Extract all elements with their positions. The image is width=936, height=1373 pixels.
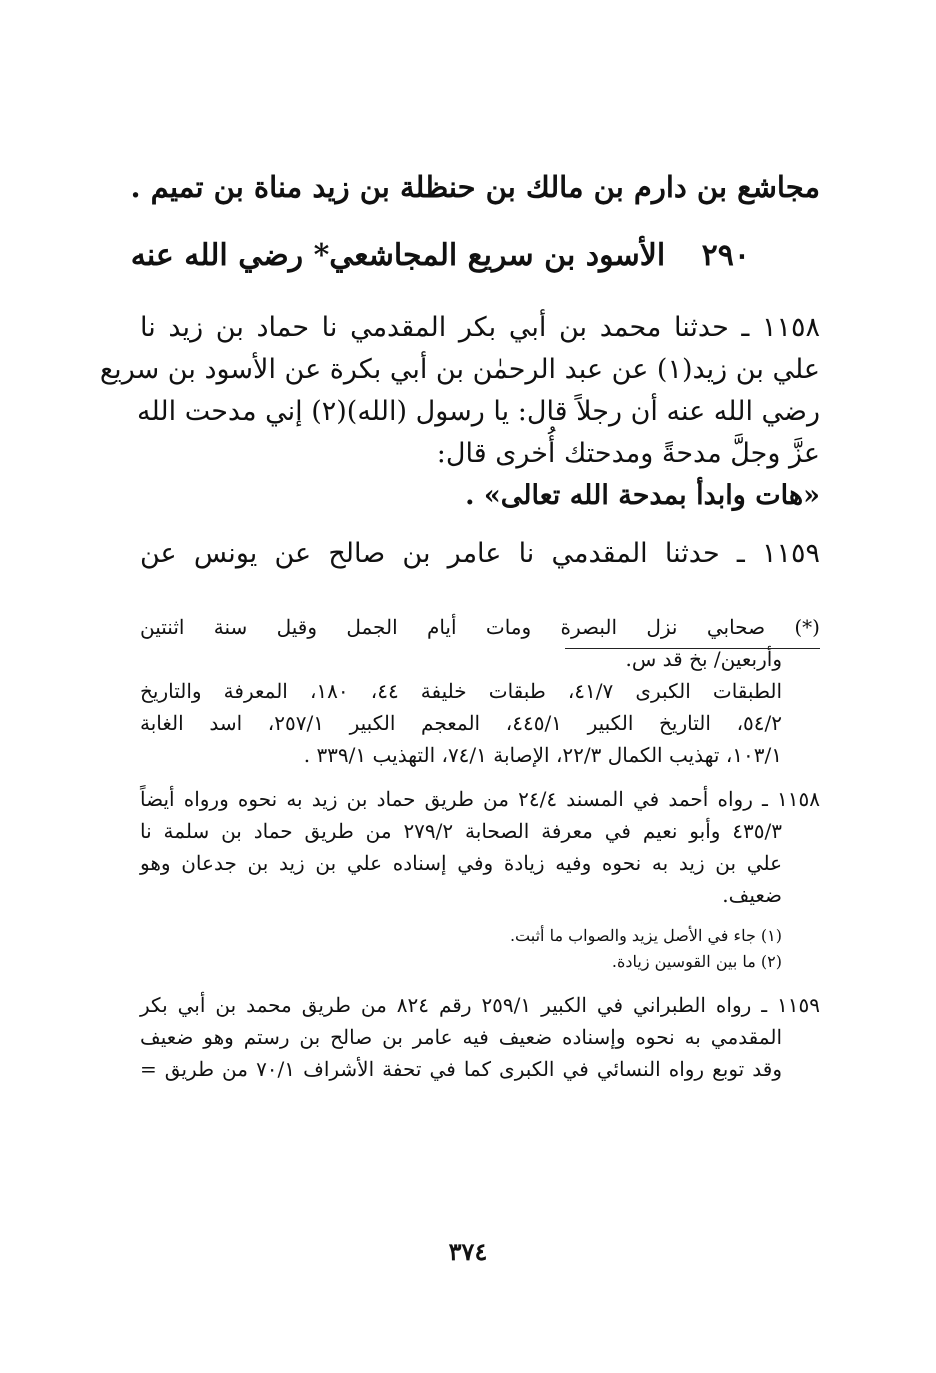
footnote-line: الطبقات الكبرى ٤١/٧، طبقات خليفة ٤٤، ١٨٠، المعرفة والتاريخ	[140, 679, 783, 703]
footnote-line: وقد توبع رواه النسائي في الكبرى كما في تحفة الأشراف ٧٠/١ من طريق =	[140, 1057, 783, 1081]
footnote-line: ١١٥٨ ـ رواه أحمد في المسند ٢٤/٤ من طريق حماد بن زيد به نحوه ورواه أيضاً	[140, 787, 820, 811]
footnotes	[140, 611, 820, 1085]
footnote-star	[140, 611, 820, 771]
hadith-line: علي بن زيد(١) عن عبد الرحمٰن بن أبي بكرة عن الأسود بن سريع	[99, 354, 820, 385]
page-content	[99, 170, 820, 1085]
footnote-line: ٤٣٥/٣ وأبو نعيم في معرفة الصحابة ٢٧٩/٢ من طريق حماد بن سلمة نا	[140, 819, 782, 843]
hadith-quote: «هات وابدأ بمدحة الله تعالى» .	[465, 480, 820, 511]
footnote-1158	[140, 783, 820, 911]
footnote-line: علي بن زيد به نحوه وفيه زيادة وفي إسناده علي بن زيد بن جدعان وهو	[140, 851, 782, 875]
editor-note: (٢) ما بين القوسين زيادة.	[611, 952, 782, 971]
lineage-line: مجاشع بن دارم بن مالك بن حنظلة بن زيد مناة بن تميم .	[130, 170, 820, 204]
footnote-line: (*) صحابي نزل البصرة ومات أيام الجمل وقيل سنة اثنتين	[140, 615, 820, 639]
footnote-line: ١١٥٩ ـ رواه الطبراني في الكبير ٢٥٩/١ رقم ٨٢٤ من طريق محمد بن أبي بكر	[140, 993, 820, 1017]
footnote-line: ضعيف.	[722, 883, 782, 907]
entry-heading	[130, 238, 820, 273]
hadith-line: رضي الله عنه أن رجلاً قال: يا رسول (الله)(٢) إني مدحت الله	[136, 396, 820, 427]
page-number: ٣٧٤	[448, 1237, 488, 1266]
editor-note: (١) جاء في الأصل يزيد والصواب ما أثبت.	[509, 926, 782, 945]
hadith-1158	[99, 307, 820, 575]
hadith-line: عزَّ وجلَّ مدحةً ومدحتك أُخرى قال:	[436, 438, 820, 469]
footnote-line: ١٠٣/١، تهذيب الكمال ٢٢/٣، الإصابة ٧٤/١، التهذيب ٣٣٩/١ .	[303, 743, 782, 767]
entry-number: ٢٩٠	[701, 238, 750, 273]
hadith-line: ١١٥٨ ـ حدثنا محمد بن أبي بكر المقدمي نا حماد بن زيد نا	[140, 312, 820, 343]
footnote-line: وأربعين/ بخ قد س.	[625, 647, 782, 671]
hadith-1159-line: ١١٥٩ ـ حدثنا المقدمي نا عامر بن صالح عن يونس عن	[140, 538, 820, 569]
editor-notes	[140, 923, 820, 975]
footnote-line: ٥٤/٢، التاريخ الكبير ٤٤٥/١، المعجم الكبير ٢٥٧/١، اسد الغابة	[140, 711, 782, 735]
footnote-1159	[140, 989, 820, 1085]
entry-name: الأسود بن سريع المجاشعي* رضي الله عنه	[130, 238, 666, 273]
footnote-line: المقدمي به نحوه وإسناده ضعيف فيه عامر بن صالح بن رستم وهو ضعيف	[140, 1025, 782, 1049]
footnote-divider	[565, 648, 820, 649]
